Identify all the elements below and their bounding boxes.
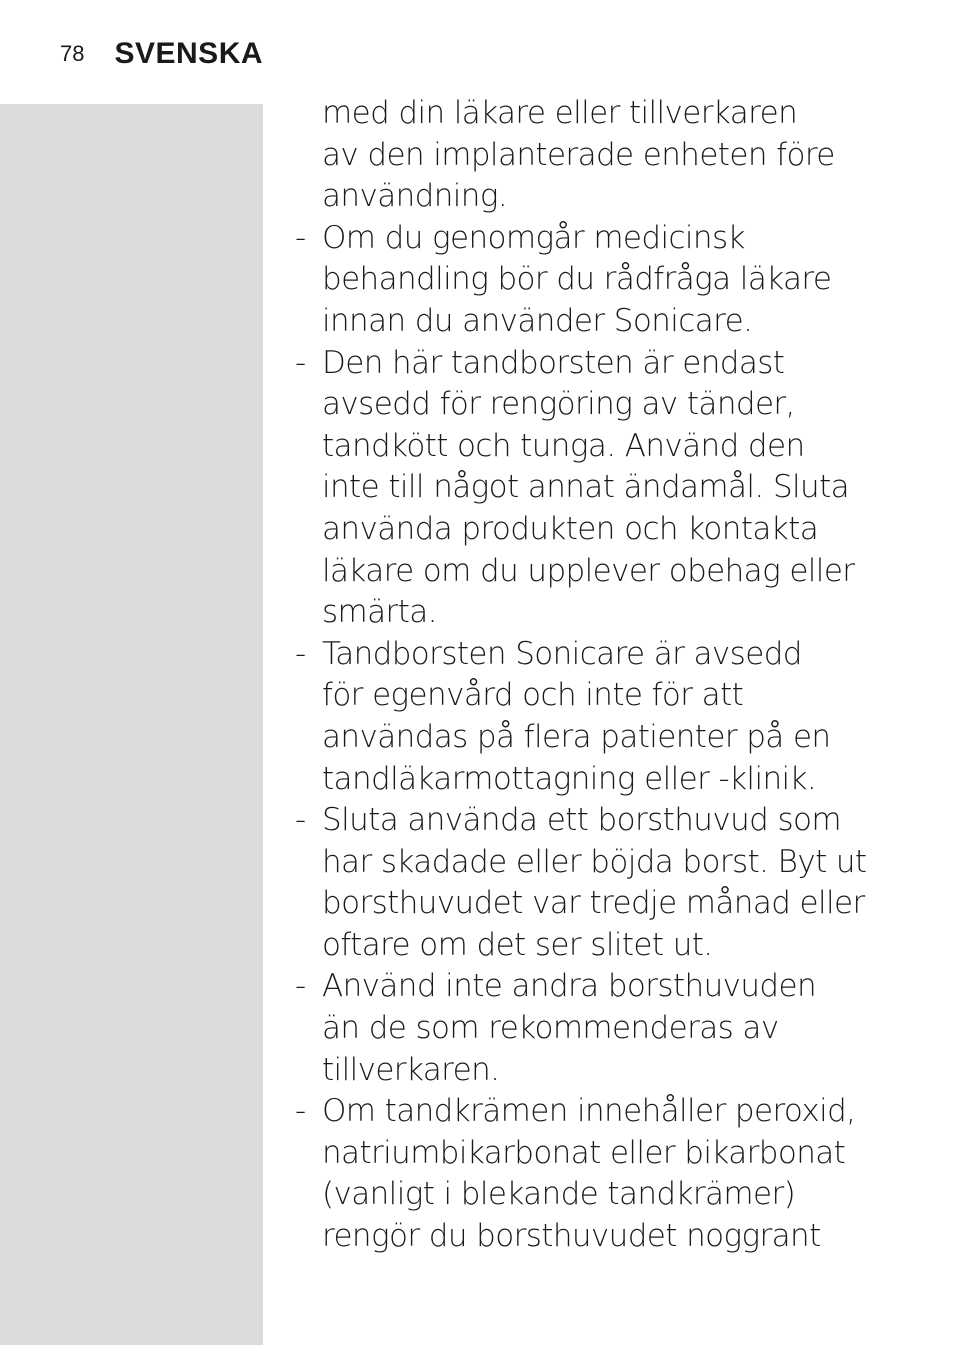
page-number: 78 <box>60 41 85 66</box>
bullet-dash: - <box>295 219 306 256</box>
text-line: tandkött och tunga. Använd den <box>322 427 805 464</box>
text-line: Använd inte andra borsthuvuden <box>322 968 817 1005</box>
text-line: för egenvård och inte för att <box>322 677 744 714</box>
text-line: har skadade eller böjda borst. Byt ut <box>322 843 867 880</box>
bullet-dash: - <box>295 802 306 839</box>
text-line: Sluta använda ett borsthuvud som <box>322 802 841 839</box>
intro-paragraph <box>290 93 940 218</box>
text-line: Om du genomgår medicinsk <box>322 219 745 256</box>
text-line: inte till något annat ändamål. Sluta <box>322 469 850 506</box>
text-line: avsedd för rengöring av tänder, <box>322 386 795 423</box>
bullet-dash: - <box>295 635 306 672</box>
text-line: Den här tandborsten är endast <box>322 344 785 381</box>
bullet-item <box>290 218 940 343</box>
text-line: oftare om det ser slitet ut. <box>322 926 713 963</box>
warning-text <box>290 93 940 1258</box>
text-line: (vanligt i blekande tandkrämer) <box>322 1176 796 1213</box>
text-line: användning. <box>322 178 508 215</box>
text-line: läkare om du upplever obehag eller <box>322 552 855 589</box>
text-line: borsthuvudet var tredje månad eller <box>322 885 865 922</box>
text-line: rengör du borsthuvudet noggrant <box>322 1218 821 1255</box>
text-line: smärta. <box>322 594 437 631</box>
section-title: SVENSKA <box>114 37 264 70</box>
text-line: än de som rekommenderas av <box>322 1010 779 1047</box>
text-line: behandling bör du rådfråga läkare <box>322 261 832 298</box>
text-line: innan du använder Sonicare. <box>322 302 753 339</box>
text-line: tandläkarmottagning eller -klinik. <box>322 760 817 797</box>
bullet-dash: - <box>295 1093 306 1130</box>
text-line: Om tandkrämen innehåller peroxid, <box>322 1093 856 1130</box>
text-line: Tandborsten Sonicare är avsedd <box>322 635 802 672</box>
bullet-item <box>290 343 940 634</box>
bullet-dash: - <box>295 344 306 381</box>
bullet-item <box>290 634 940 800</box>
text-line: använda produkten och kontakta <box>322 510 819 547</box>
page-header <box>60 36 263 72</box>
gray-sidebar <box>0 104 263 1345</box>
text-line: användas på flera patienter på en <box>322 718 831 755</box>
bullet-dash: - <box>295 968 306 1005</box>
text-line: av den implanterade enheten före <box>322 136 835 173</box>
bullet-item <box>290 1091 940 1257</box>
text-line: tillverkaren. <box>322 1051 500 1088</box>
text-line: natriumbikarbonat eller bikarbonat <box>322 1134 846 1171</box>
bullet-item <box>290 800 940 966</box>
text-line: med din läkare eller tillverkaren <box>322 95 798 131</box>
bullet-item <box>290 966 940 1091</box>
